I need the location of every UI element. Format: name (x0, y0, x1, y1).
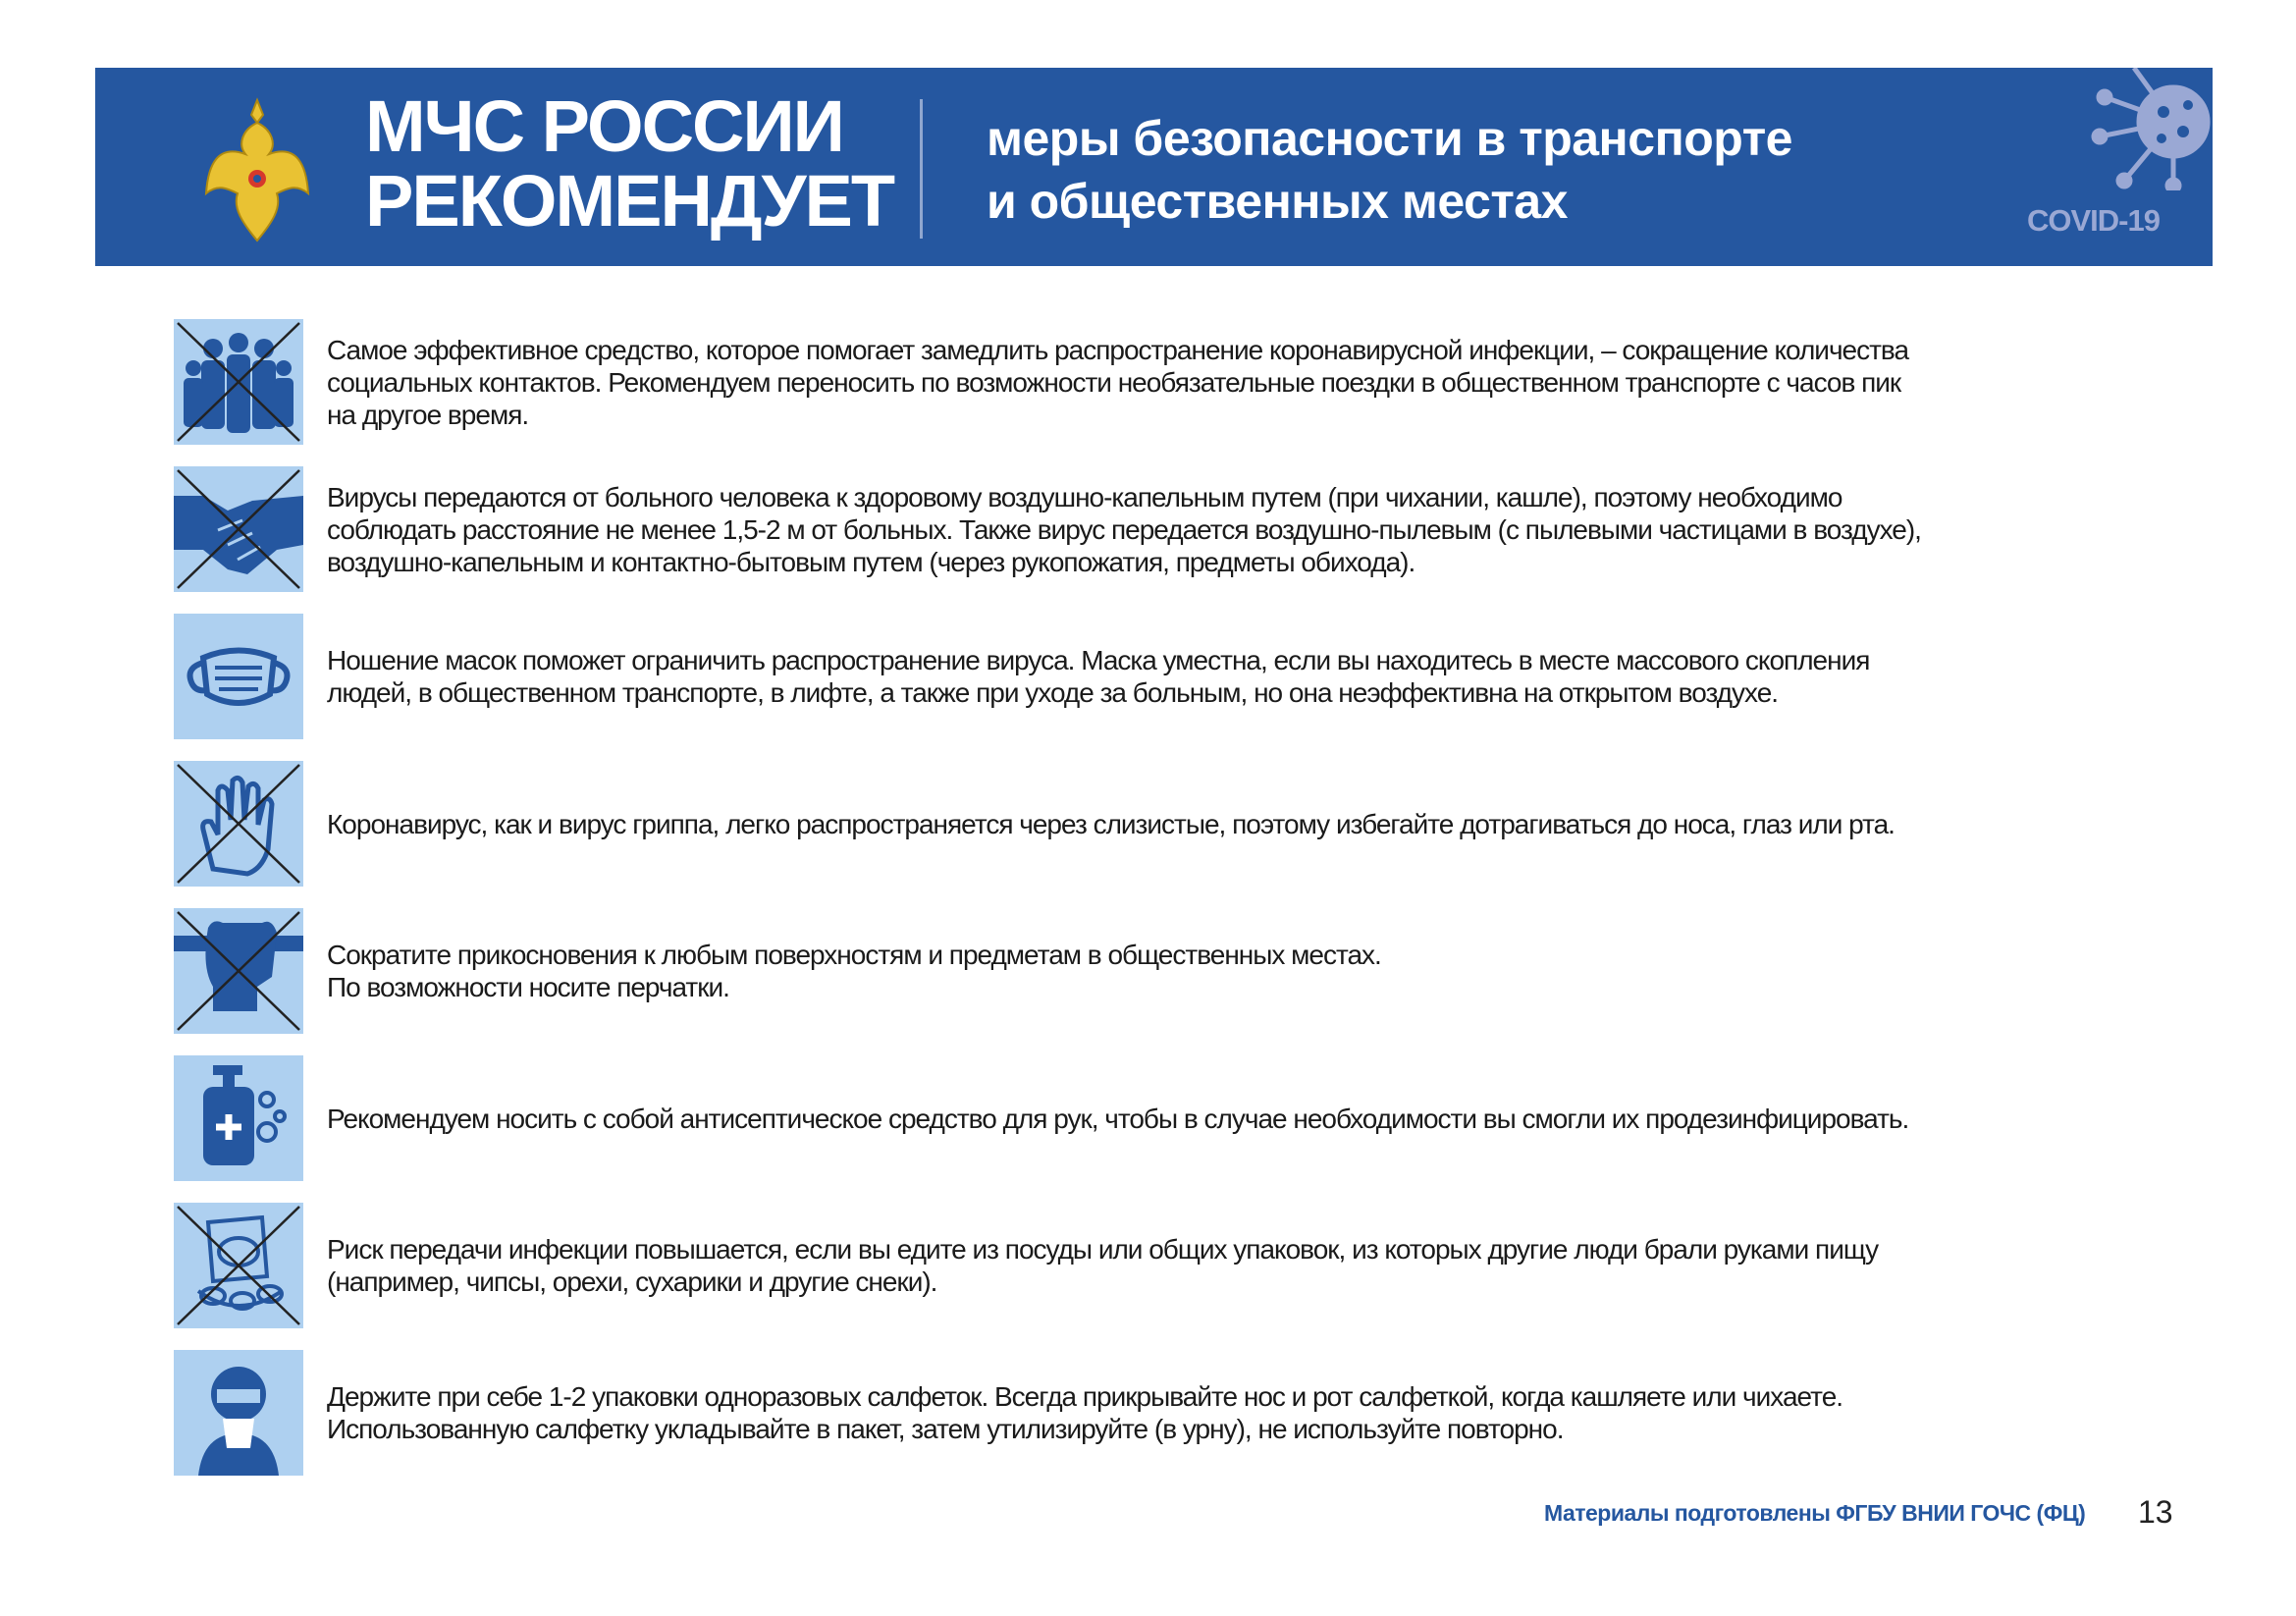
item-text (327, 761, 1895, 887)
text-line: Ношение масок поможет ограничить распространение вируса. Маска уместна, если вы находитесь в месте массового скопления (327, 645, 1870, 675)
face-mask-icon (174, 614, 303, 739)
text-line: Вирусы передаются от больного человека к здоровому воздушно-капельным путем (при чихании, кашле), поэтому необходимо (327, 481, 1842, 512)
list-item (174, 466, 2186, 596)
subtitle (987, 107, 1792, 233)
text-line: воздушно-капельным и контактно-бытовым путем (через рукопожатия, предметы обихода). (327, 546, 1415, 577)
text-line: Использованную салфетку укладывайте в пакет, затем утилизируйте (в урну), не используйте повторно. (327, 1414, 1564, 1444)
list-item (174, 319, 2186, 449)
item-text (327, 614, 1869, 739)
list-item (174, 908, 2186, 1038)
footer-credit: Материалы подготовлены ФГБУ ВНИИ ГОЧС (ФЦ) (1544, 1500, 2086, 1526)
text-line: (например, чипсы, орехи, сухарики и другие снеки). (327, 1266, 937, 1297)
text-line: людей, в общественном транспорте, в лифте, а также при уходе за больным, но она неэффективна на открытом воздухе. (327, 677, 1779, 708)
title-line-1: МЧС РОССИИ (365, 85, 843, 167)
text-line: По возможности носите перчатки. (327, 972, 729, 1002)
no-touch-surface-icon (174, 908, 303, 1034)
item-text (327, 1055, 1908, 1181)
item-text (327, 319, 1908, 445)
text-line: Коронавирус, как и вирус гриппа, легко распространяется через слизистые, поэтому избегайте дотрагиваться до носа, глаз или рта. (327, 808, 1895, 839)
item-text (327, 1350, 1842, 1476)
sanitizer-icon (174, 1055, 303, 1181)
page-title (365, 85, 894, 242)
item-text (327, 466, 1921, 592)
text-line: на другое время. (327, 399, 529, 430)
divider (920, 99, 923, 239)
list-item (174, 1055, 2186, 1185)
text-line: Сократите прикосновения к любым поверхностям и предметам в общественных местах. (327, 940, 1381, 970)
subtitle-line-1: меры безопасности в транспорте (987, 111, 1792, 166)
no-shared-food-icon (174, 1203, 303, 1328)
text-line: соблюдать расстояние не менее 1,5-2 м от больных. Также вирус передается воздушно-пылевым (с пылевыми частицами в воздухе), (327, 513, 1921, 545)
virus-icon (2085, 68, 2213, 190)
covid-badge: COVID-19 (2027, 203, 2160, 238)
tissue-sneeze-icon (174, 1350, 303, 1476)
text-line: Держите при себе 1-2 упаковки одноразовых салфеток. Всегда прикрывайте нос и рот салфеткой, когда кашляете или чихаете. (327, 1381, 1843, 1412)
title-line-2: РЕКОМЕНДУЕТ (365, 160, 894, 242)
no-handshake-icon (174, 466, 303, 592)
list-item (174, 761, 2186, 890)
text-line: Риск передачи инфекции повышается, если вы едите из посуды или общих упаковок, из которых другие люди брали руками пищу (327, 1234, 1879, 1265)
page-number: 13 (2138, 1494, 2173, 1530)
text-line: социальных контактов. Рекомендуем переносить по возможности необязательные поездки в общественном транспорте с часов пик (327, 366, 1901, 398)
item-text (327, 908, 1381, 1034)
subtitle-line-2: и общественных местах (987, 174, 1568, 229)
no-crowd-icon (174, 319, 303, 445)
list-item (174, 614, 2186, 743)
list-item (174, 1350, 2186, 1480)
emblem-eagle-icon (198, 95, 316, 242)
list-item (174, 1203, 2186, 1332)
text-line: Самое эффективное средство, которое помогает замедлить распространение коронавирусной инфекции, – сокращение количества (327, 334, 1909, 365)
no-touch-face-icon (174, 761, 303, 887)
header-banner (95, 68, 2213, 266)
text-line: Рекомендуем носить с собой антисептическое средство для рук, чтобы в случае необходимости вы смогли их продезинфицировать. (327, 1103, 1909, 1134)
item-text (327, 1203, 1878, 1328)
